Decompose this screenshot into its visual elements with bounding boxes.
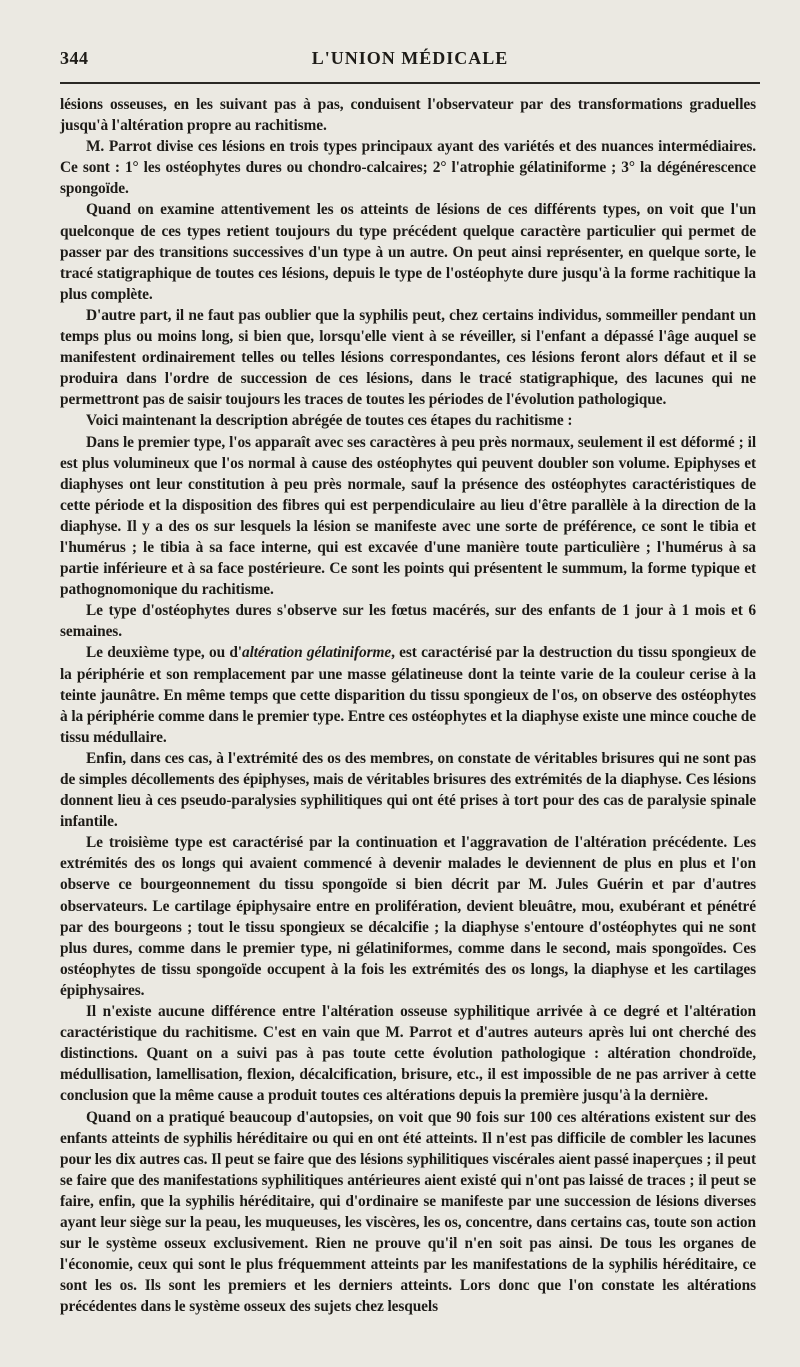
paragraph: lésions osseuses, en les suivant pas à pas, conduisent l'observateur par des transformations graduelles jusqu'à l'altération propre au rachitisme. [60, 96, 756, 135]
header-rule [60, 82, 760, 84]
paragraph: Quand on a pratiqué beaucoup d'autopsies, on voit que 90 fois sur 100 ces altérations existent sur des enfants atteints de syphilis héréditaire ou qui en ont été atteints. Il n'est pas difficile de combler les lacunes pour les dix autres cas. Il peut se faire que des lésions syphilitiques viscérales aient passé inaperçues ; il peut se faire que des manifestations syphilitiques antérieures aient existé qui n'ont pas laissé de traces ; il peut se faire, enfin, que la syphilis héréditaire, qui d'ordinaire se manifeste par une succession de lésions diverses ayant leur siège sur la peau, les muqueuses, les viscères, les os, concentre, dans certains cas, toute son action sur le système osseux exclusivement. Rien ne prouve qu'il n'en soit pas ainsi. De tous les organes de l'économie, ceux qui sont le plus fréquemment atteints par les manifestations de la syphilis héréditaire, ce sont les os. Ils sont les premiers et les derniers atteints. Lors donc que l'on constate les altérations précédentes dans le système osseux des sujets chez lesquels [60, 1108, 756, 1316]
paragraph: Enfin, dans ces cas, à l'extrémité des os des membres, on constate de véritables brisures qui ne sont pas de simples décollements des épiphyses, mais de véritables brisures des extrémités de la diaphyse. Ces lésions donnent lieu à ces pseudo-paralysies syphilitiques qui ont été prises à tort pour des cas de paralysie spinale infantile. [60, 749, 756, 831]
paragraph-text: , est caractérisé par la destruction du tissu spongieux de la périphérie et son remplacement par une masse gélatineuse dont la teinte varie de la couleur cerise à la teinte jaunâtre. En même temps que cette disparition du tissu spongieux de l'os, on observe des ostéophytes à la périphérie comme dans le premier type. Entre ces ostéophytes et la diaphyse existe une mince couche de tissu médullaire. [60, 644, 756, 746]
paragraph-text: Le deuxième type, ou d' [86, 644, 242, 662]
paragraph: Le type d'ostéophytes dures s'observe sur les fœtus macérés, sur des enfants de 1 jour à 1 mois et 6 semaines. [60, 602, 756, 641]
paragraph: Il n'existe aucune différence entre l'altération osseuse syphilitique arrivée à ce degré et l'altération caractéristique du rachitisme. C'est en vain que M. Parrot et d'autres auteurs après lui ont cherché des distinctions. Quant on a suivi pas à pas toute cette évolution pathologique : altération chondroïde, médullisation, lamellisation, flexion, décalcification, brisure, etc., il est impossible de ne pas arriver à cette conclusion que la même cause a produit toutes ces altérations depuis la première jusqu'à la dernière. [60, 1003, 756, 1105]
page-number: 344 [60, 48, 89, 68]
journal-title: L'UNION MÉDICALE [311, 48, 509, 68]
paragraph: Le troisième type est caractérisé par la continuation et l'aggravation de l'altération précédente. Les extrémités des os longs qui avaient commencé à devenir malades le deviennent de plus en plus et l'on observe ce bourgeonnement du tissu spongoïde si bien décrit par M. Jules Guérin et par d'autres observateurs. Le cartilage épiphysaire entre en prolifération, devient bleuâtre, mou, exubérant et pénétré par des bourgeons ; tout le tissu spongieux se décalcifie ; la diaphyse s'entoure d'ostéophytes qui ne sont plus dures, comme dans le premier type, ni gélatiniformes, comme dans le second, mais spongoïdes. Ces ostéophytes de tissu spongoïde occupent à la fois les extrémités des os longs, la diaphyse et les cartilages épiphysaires. [60, 834, 756, 999]
running-head [60, 48, 760, 76]
paragraph: D'autre part, il ne faut pas oublier que la syphilis peut, chez certains individus, sommeiller pendant un temps plus ou moins long, si bien que, lorsqu'elle vient à se réveiller, si l'enfant a dépassé l'âge auquel se manifestent ordinairement telles ou telles lésions correspondantes, ces lésions feront alors défaut et il se produira dans l'ordre de succession de ces lésions, dans le tracé statigraphique, des lacunes qui ne permettront pas de saisir toujours les traces de toutes les périodes de l'évolution pathologique. [60, 306, 756, 409]
paragraph: Quand on examine attentivement les os atteints de lésions de ces différents types, on voit que l'un quelconque de ces types retient toujours du type précédent quelque caractère particulier qui permet de passer par des transitions successives d'un type à un autre. On peut ainsi représenter, en quelque sorte, le tracé statigraphique de toutes ces lésions, depuis le type de l'ostéophyte dure jusqu'à la forme rachitique la plus complète. [60, 201, 756, 303]
italic-term: altération gélatiniforme [241, 644, 392, 662]
paragraph: Voici maintenant la description abrégée de toutes ces étapes du rachitisme : [86, 412, 573, 430]
paragraph: Dans le premier type, l'os apparaît avec ses caractères à peu près normaux, seulement il est déformé ; il est plus volumineux que l'os normal à cause des ostéophytes qui peuvent doubler son volume. Epiphyses et diaphyses ont leur constitution à peu près normale, sauf la présence des ostéophytes caractéristiques de cette période et la disposition des fibres qui est perpendiculaire au lieu d'être parallèle à la direction de la diaphyse. Il y a des os sur lesquels la lésion se manifeste avec une sorte de préférence, ce sont le tibia et l'humérus ; le tibia à sa face interne, qui est excavée d'une manière toute particulière ; l'humérus à sa partie inférieure et à sa face postérieure. Ce sont les points qui présentent le summum, la forme typique et pathognomonique du rachitisme. [60, 433, 756, 599]
paragraph: M. Parrot divise ces lésions en trois types principaux ayant des variétés et des nuances intermédiaires. Ce sont : 1° les ostéophytes dures ou chondro-calcaires; 2° l'atrophie gélatiniforme ; 3° la dégénérescence spongoïde. [60, 138, 756, 198]
article-body [60, 94, 756, 1317]
paragraph [60, 642, 756, 747]
